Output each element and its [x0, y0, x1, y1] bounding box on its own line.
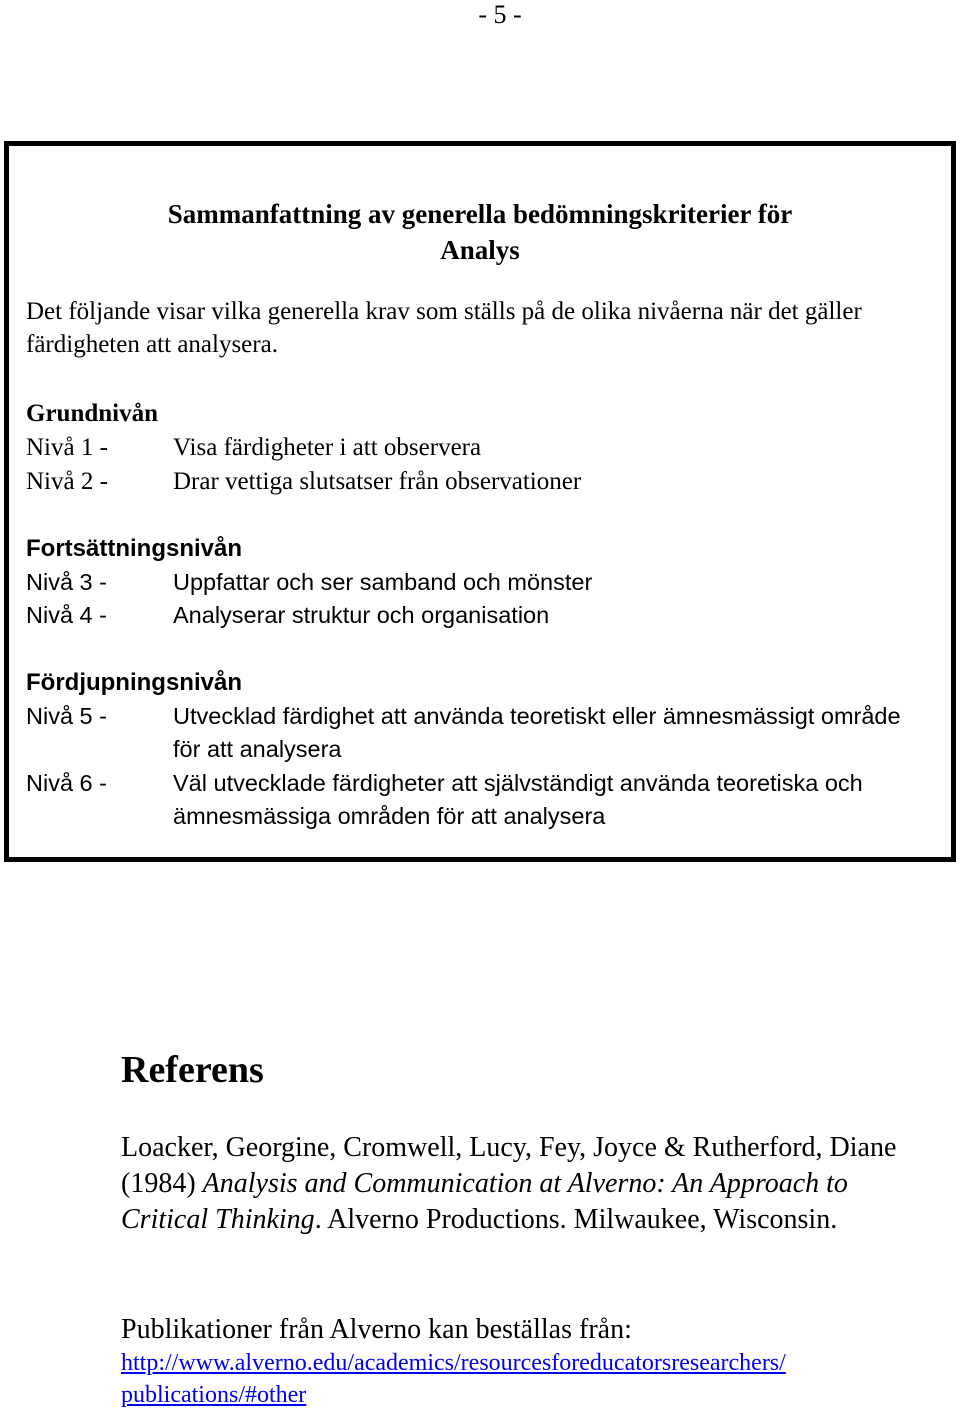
- level-description: Analyserar struktur och organisation: [173, 602, 550, 628]
- level-row-4: [26, 599, 941, 632]
- level-row-2: [26, 465, 941, 498]
- section-heading-fortsattningsnivan: Fortsättningsnivån: [26, 535, 243, 562]
- level-description: Drar vettiga slutsatser från observationer: [173, 468, 582, 495]
- citation-title: Analysis and Communication at Alverno: An Approach to Critical Thinking: [121, 1168, 848, 1235]
- level-label: Nivå 5 -: [26, 703, 107, 729]
- level-label: Nivå 3 -: [26, 569, 107, 595]
- summary-box: [4, 141, 956, 862]
- level-description: Uppfattar och ser samband och mönster: [173, 569, 593, 595]
- level-description: Utvecklad färdighet att använda teoretiskt eller ämnesmässigt område för att analysera: [173, 703, 901, 762]
- citation-authors: Loacker, Georgine, Cromwell, Lucy, Fey, Joyce & Rutherford, Diane (1984): [121, 1132, 897, 1199]
- summary-title: [9, 196, 951, 268]
- summary-intro: Det följande visar vilka generella krav som ställs på de olika nivåerna när det gäller färdigheten att analysera.: [26, 298, 862, 358]
- page-number: - 5 -: [478, 0, 522, 29]
- link-line-2: publications/#other: [121, 1382, 307, 1408]
- level-row-3: [26, 566, 941, 599]
- level-description: Visa färdigheter i att observera: [173, 434, 482, 461]
- level-label: Nivå 2 -: [26, 468, 108, 495]
- alverno-publications-link[interactable]: [121, 1347, 921, 1411]
- section-heading-grundnivan: Grundnivån: [26, 400, 159, 427]
- summary-title-line1: Sammanfattning av generella bedömningskriterier för: [167, 199, 793, 229]
- summary-title-line2: Analys: [440, 235, 520, 265]
- section-heading-fordjupningsnivan: Fördjupningsnivån: [26, 669, 242, 696]
- level-row-6: [26, 767, 941, 833]
- level-label: Nivå 1 -: [26, 434, 108, 461]
- references-heading: Referens: [121, 1049, 264, 1091]
- publications-label: Publikationer från Alverno kan beställas från:: [121, 1314, 632, 1345]
- level-row-1: [26, 431, 941, 464]
- link-line-1: http://www.alverno.edu/academics/resourcesforeducatorsresearchers/: [121, 1350, 786, 1376]
- level-row-5: [26, 700, 941, 766]
- level-label: Nivå 6 -: [26, 770, 107, 796]
- level-description: Väl utvecklade färdigheter att självständigt använda teoretiska och ämnesmässiga områden för att analysera: [173, 770, 863, 829]
- reference-citation: [121, 1130, 901, 1238]
- level-label: Nivå 4 -: [26, 602, 107, 628]
- citation-publisher: . Alverno Productions. Milwaukee, Wisconsin.: [314, 1204, 838, 1235]
